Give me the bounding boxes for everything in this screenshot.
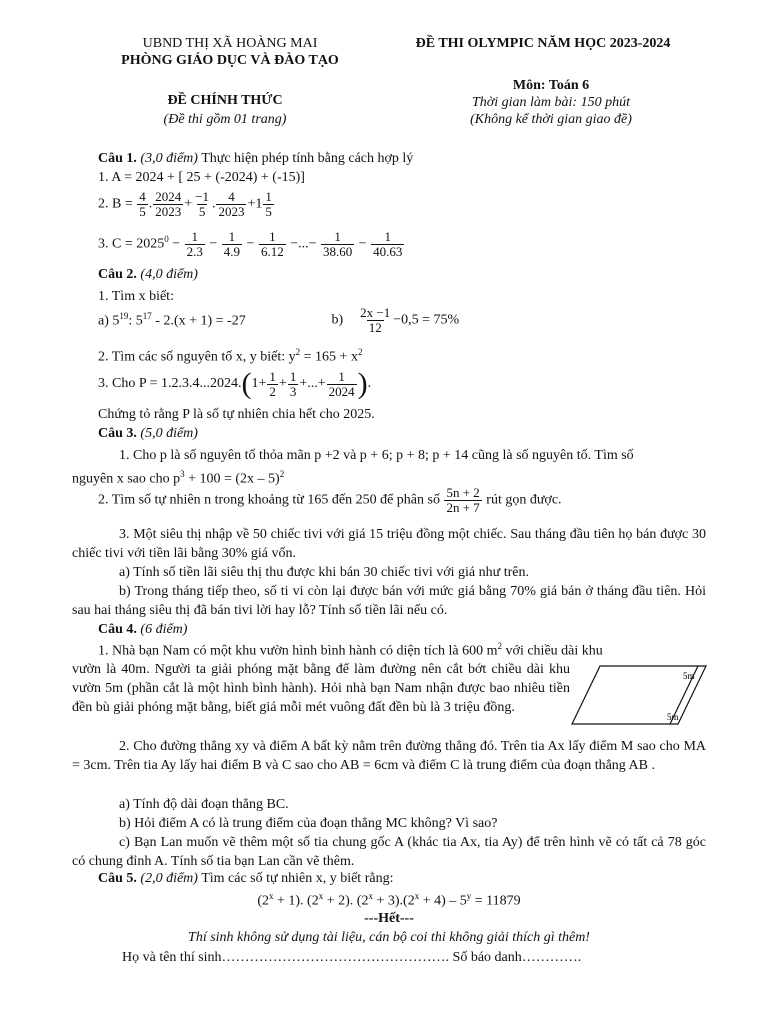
q3-heading: Câu 3. (5,0 điểm) <box>98 426 198 441</box>
end-mark: ---Hết--- <box>364 911 414 926</box>
q4-part-2a: a) Tính độ dài đoạn thẳng BC. <box>119 797 289 812</box>
q4-part-1-rest: vườn là 40m. Người ta giải phóng mặt bằng để làm đường nên cắt bớt chiều dài khu vườn 5m (phần cắt là một hình bình hành). Hỏi nhà bạn Nam nhận được bao nhiêu tiền đền bù giải phóng mặt bằng, biết giá mỗi mét vuông đất đền bù là 3 triệu đồng. <box>72 662 570 715</box>
header-left-1: UBND THỊ XÃ HOÀNG MAI <box>142 36 318 51</box>
header-right-1: ĐỀ THI OLYMPIC NĂM HỌC 2023-2024 <box>415 36 671 51</box>
q2-part-3: 3. Cho P = 1.2.3.4...2024.(1+ $\frac{1}{2}$ + $\frac{1}{3}$ +...+ $\frac{1}{2024}$ ). <box>98 367 372 400</box>
header-right-4: (Không kể thời gian giao đề) <box>470 112 632 127</box>
q4-heading: Câu 4. (6 điểm) <box>98 622 188 637</box>
q2-heading: Câu 2. (4,0 điểm) <box>98 267 198 282</box>
figure-label-bottom: 5m <box>667 712 679 722</box>
header-left-4: (Đề thi gồm 01 trang) <box>163 112 287 127</box>
q2-part-1: 1. Tìm x biết: <box>98 289 174 304</box>
q1-heading: Câu 1. (3,0 điểm) Thực hiện phép tính bằng cách hợp lý <box>98 151 414 166</box>
q2-part-1-ab: a) $5^{19}$: $5^{17} - 2.(x + 1) = -27$ b) $\frac{2x -1}{12}$ −0,5 = 75% <box>98 305 460 335</box>
q1-part-b: 2. B = $\frac{4}{5}$ . $\frac{2024}{2023}$ + $\frac{-1}{5}$ . $\frac{4}{2023}$ +1 $\frac{1}{5}$ <box>98 189 272 219</box>
q3-part-3: 3. Một siêu thị nhập về 50 chiếc tivi với giá 15 triệu đồng một chiếc. Sau tháng đầu tiên họ bán được 30 chiếc tivi với tiền lãi bằng 30% giá vốn. <box>72 527 706 561</box>
q4-part-2: 2. Cho đường thẳng xy và điểm A bất kỳ nằm trên đường thẳng đó. Trên tia Ax lấy điểm M sao cho MA = 3cm. Trên tia Ay lấy hai điểm B và C sao cho AB = 6cm và điểm C là trung điểm của đoạn thẳng AB . <box>72 739 706 773</box>
q3-part-1: 1. Cho p là số nguyên tố thỏa mãn p +2 và p + 6; p + 8; p + 14 cũng là số nguyên tố. Tìm số nguyên x sao cho $p^3 + 100 = (2x - 5)^2$ <box>72 448 634 487</box>
candidate-info: Họ và tên thí sinh…………………………………………. Số báo danh…………. <box>122 950 582 965</box>
header-left-3: ĐỀ CHÍNH THỨC <box>167 93 283 108</box>
figure-label-top: 5m <box>683 671 695 681</box>
footer-note: Thí sinh không sử dụng tài liệu, cán bộ coi thi không giải thích gì thêm! <box>188 930 590 945</box>
q3-part-3a: a) Tính số tiền lãi siêu thị thu được khi bán 30 chiếc tivi với giá như trên. <box>119 565 529 580</box>
parallelogram-figure <box>570 660 710 728</box>
header-right-2: Môn: Toán 6 <box>512 78 590 93</box>
header-left-2: PHÒNG GIÁO DỤC VÀ ĐÀO TẠO <box>121 53 339 68</box>
q5-equation: $(2^x + 1)$. $(2^x + 2)$. $(2^x + 3).(2^x + 4) - 5^y = 11879$ <box>257 891 521 909</box>
q4-part-2b: b) Hỏi điểm A có là trung điểm của đoạn thẳng MC không? Vì sao? <box>119 816 498 831</box>
q5-heading: Câu 5. (2,0 điểm) Tìm các số tự nhiên x, y biết rằng: <box>98 871 394 886</box>
q4-part-2c: c) Bạn Lan muốn vẽ thêm một số tia chung gốc A (khác tia Ax, tia Ay) để trên hình vẽ có tất cả 78 góc có chung đỉnh A. Tính số tia bạn Lan cần vẽ thêm. <box>72 835 706 869</box>
q3-part-2: 2. Tìm số tự nhiên n trong khoảng từ 165 đến 250 để phân số $\frac{5n + 2}{2n + 7}$ rút gọn được. <box>98 485 562 515</box>
q4-part-1-line1: 1. Nhà bạn Nam có một khu vườn hình bình hành có diện tích là 600 $m^2$ với chiều dài khu <box>98 641 603 659</box>
q2-conclusion: Chứng tỏ rằng P là số tự nhiên chia hết cho 2025. <box>98 407 375 422</box>
q2-part-2: 2. Tìm các số nguyên tố x, y biết: $y^2 = 165 + x^2$ <box>98 347 363 365</box>
q3-part-3b: b) Trong tháng tiếp theo, số ti vi còn lại được bán với mức giá bằng 70% giá bán ở tháng đầu tiên. Hỏi sau hai tháng siêu thị đã bán tivi lời hay lỗ? Tính số tiền lãi nếu có. <box>72 584 706 618</box>
q1-part-c: 3. $C = 2025^0$ − $\frac{1}{2.3}$ − $\frac{1}{4.9}$ − $\frac{1}{6.12}$ −...− $\frac{1}{38.60}$ − $\frac{1}{40.63}$ <box>98 229 403 259</box>
header-right-3: Thời gian làm bài: 150 phút <box>472 95 630 110</box>
q1-part-a: 1. A = 2024 + [ 25 + (-2024) + (-15)] <box>98 170 305 185</box>
